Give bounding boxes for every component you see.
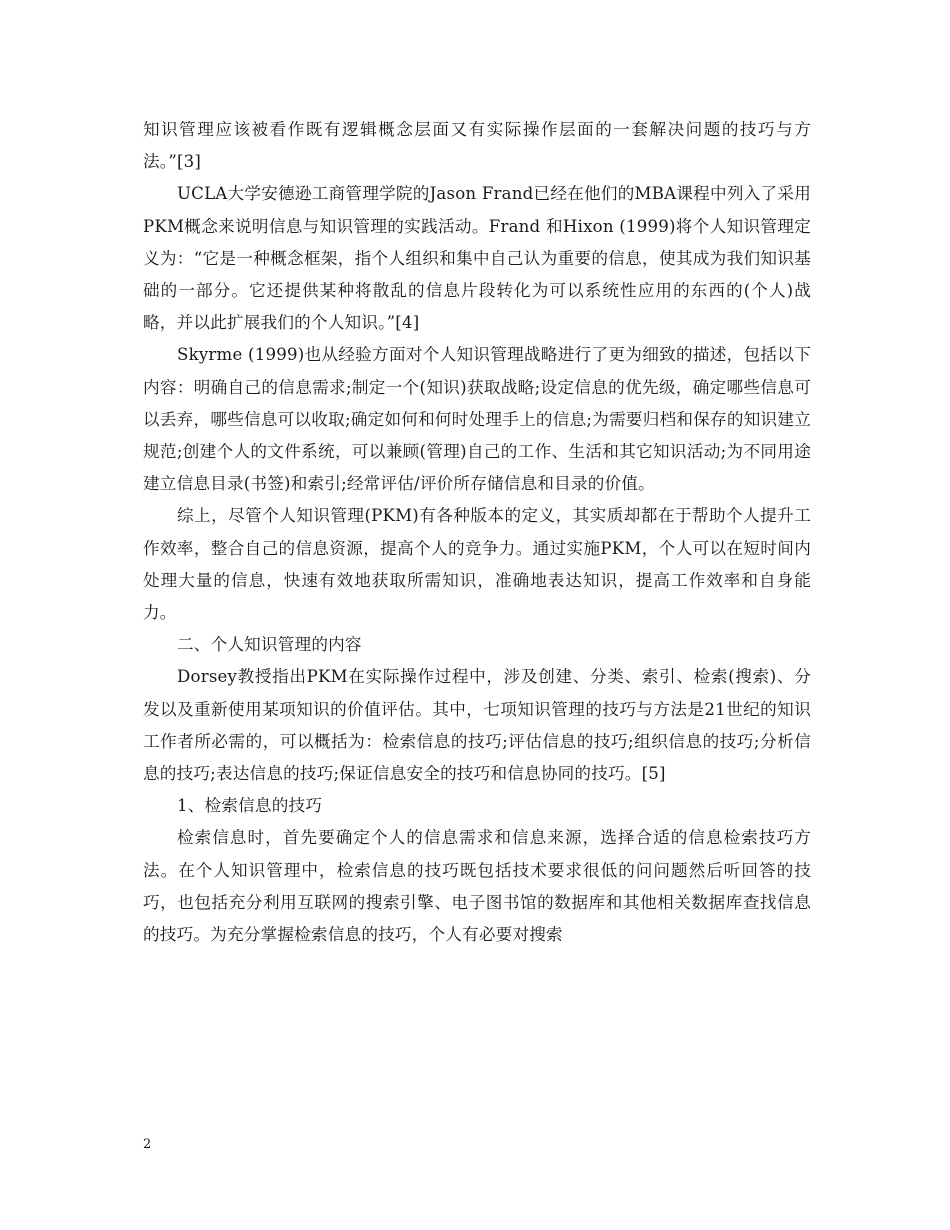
document-body (143, 114, 811, 951)
paragraph: Dorsey教授指出PKM在实际操作过程中，涉及创建、分类、索引、检索(搜索)、分发以及重新使用某项知识的价值评估。其中，七项知识管理的技巧与方法是21世纪的知识工作者所必需的，可以概括为：检索信息的技巧;评估信息的技巧;组织信息的技巧;分析信息的技巧;表达信息的技巧;保证信息安全的技巧和信息协同的技巧。[5] (143, 667, 811, 784)
paragraph: 检索信息时，首先要确定个人的信息需求和信息来源，选择合适的信息检索技巧方法。在个人知识管理中，检索信息的技巧既包括技术要求很低的问问题然后听回答的技巧，也包括充分利用互联网的搜索引擎、电子图书馆的数据库和其他相关数据库查找信息的技巧。为充分掌握检索信息的技巧，个人有必要对搜索 (143, 828, 811, 945)
paragraph: Skyrme (1999)也从经验方面对个人知识管理战略进行了更为细致的描述，包括以下内容：明确自己的信息需求;制定一个(知识)获取战略;设定信息的优先级，确定哪些信息可以丢弃，哪些信息可以收取;确定如何和何时处理手上的信息;为需要归档和保存的知识建立规范;创建个人的文件系统，可以兼顾(管理)自己的工作、生活和其它知识活动;为不同用途建立信息目录(书签)和索引;经常评估/评价所存储信息和目录的价值。 (143, 345, 811, 494)
paragraph: UCLA大学安德逊工商管理学院的Jason Frand已经在他们的MBA课程中列入了采用PKM概念来说明信息与知识管理的实践活动。Frand 和Hixon (1999)将个人知识管理定义为：“它是一种概念框架，指个人组织和集中自己认为重要的信息，使其成为我们知识基础的一部分。它还提供某种将散乱的信息片段转化为可以系统性应用的东西的(个人)战略，并以此扩展我们的个人知识。”[4] (143, 184, 811, 333)
paragraph: 综上，尽管个人知识管理(PKM)有各种版本的定义，其实质却都在于帮助个人提升工作效率，整合自己的信息资源，提高个人的竞争力。通过实施PKM，个人可以在短时间内处理大量的信息，快速有效地获取所需知识，准确地表达知识，提高工作效率和自身能力。 (143, 506, 811, 623)
page-number: 2 (143, 1137, 152, 1152)
subsection-heading: 1、检索信息的技巧 (177, 796, 323, 816)
section-heading: 二、个人知识管理的内容 (177, 635, 362, 655)
paragraph: 知识管理应该被看作既有逻辑概念层面又有实际操作层面的一套解决问题的技巧与方法。”[3] (143, 120, 811, 172)
